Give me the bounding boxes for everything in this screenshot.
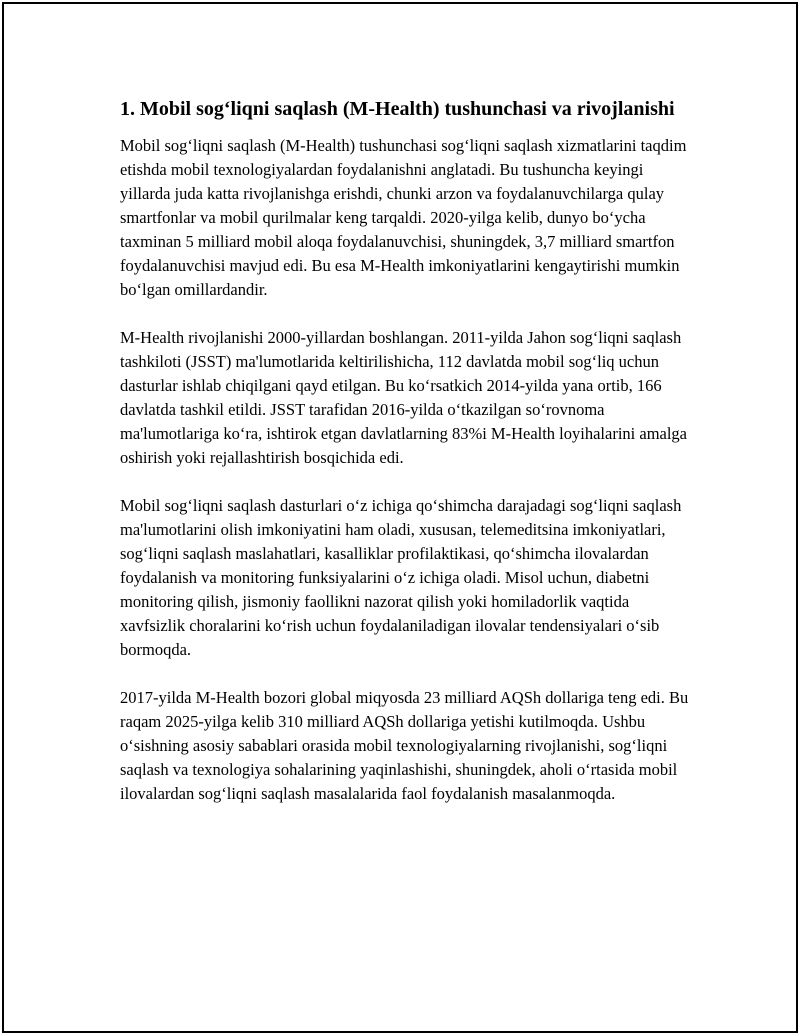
page-frame [2,2,798,1033]
section-heading: 1. Mobil sog‘liqni saqlash (M-Health) tushunchasi va rivojlanishi [120,98,675,120]
paragraph-intro: Mobil sog‘liqni saqlash (M-Health) tushunchasi sog‘liqni saqlash xizmatlarini taqdim etishda mobil texnologiyalardan foydalanishni anglatadi. Bu tushuncha keyingi yillarda juda katta rivojlanishga erishdi, chunki arzon va foydalanuvchilarga qulay smartfonlar va mobil qurilmalar keng tarqaldi. 2020-yilga kelib, dunyo bo‘ycha taxminan 5 milliard mobil aloqa foydalanuvchisi, shuningdek, 3,7 milliard smartfon foydalanuvchisi mavjud edi. Bu esa M-Health imkoniyatlarini kengaytirishi mumkin bo‘lgan omillardandir. [120,136,687,299]
paragraph-history: M-Health rivojlanishi 2000-yillardan boshlangan. 2011-yilda Jahon sog‘liqni saqlash tashkiloti (JSST) ma'lumotlarida keltirilishicha, 112 davlatda mobil sog‘liq uchun dasturlar ishlab chiqilgani qayd etilgan. Bu ko‘rsatkich 2014-yilda yana ortib, 166 davlatda tashkil etildi. JSST tarafidan 2016-yilda o‘tkazilgan so‘rovnoma ma'lumotlariga ko‘ra, ishtirok etgan davlatlarning 83%i M-Health loyihalarini amalga oshirish yoki rejallashtirish bosqichida edi. [120,328,688,467]
paragraph-market: 2017-yilda M-Health bozori global miqyosda 23 milliard AQSh dollariga teng edi. Bu raqam 2025-yilga kelib 310 milliard AQSh dollariga yetishi kutilmoqda. Ushbu o‘sishning asosiy sabablari orasida mobil texnologiyalarning rivojlanishi, sog‘liqni saqlash va texnologiya sohalarining yaqinlashishi, shuningdek, aholi o‘rtasida mobil ilovalardan sog‘liqni saqlash masalalarida faol foydalanish masalanmoqda. [120,688,689,803]
document-body [120,96,690,830]
paragraph-features: Mobil sog‘liqni saqlash dasturlari o‘z ichiga qo‘shimcha darajadagi sog‘liqni saqlash ma'lumotlarini olish imkoniyatini ham oladi, xususan, telemeditsina imkoniyatlari, sog‘liqni saqlash maslahatlari, kasalliklar profilaktikasi, qo‘shimcha ilovalardan foydalanish va monitoring funksiyalarini o‘z ichiga oladi. Misol uchun, diabetni monitoring qilish, jismoniy faollikni nazorat qilish yoki homiladorlik vaqtida xavfsizlik choralarini ko‘rish uchun foydalaniladigan ilovalar tendensiyalari o‘sib bormoqda. [120,496,682,659]
